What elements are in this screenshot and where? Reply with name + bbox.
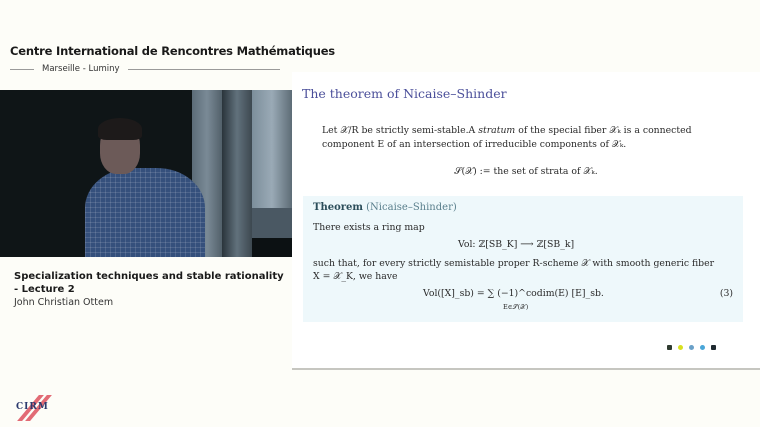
- slide-navigation: [667, 345, 716, 350]
- logo-text: CIRM: [16, 402, 49, 412]
- video-ledge: [252, 208, 292, 238]
- paragraph-text: Let 𝒳/R be strictly semi-stable.A: [322, 125, 479, 136]
- speaker-name: John Christian Ottem: [14, 297, 114, 308]
- strata-definition: 𝒮(𝒳) := the set of strata of 𝒳ₖ.: [454, 166, 598, 177]
- divider: [10, 69, 34, 70]
- nav-info-icon[interactable]: [700, 345, 705, 350]
- theorem-attribution: (Nicaise–Shinder): [366, 202, 457, 213]
- equation-number: (3): [719, 288, 733, 299]
- cirm-logo: [14, 396, 56, 420]
- divider: [128, 69, 280, 70]
- nav-refresh-icon[interactable]: [689, 345, 694, 350]
- slide-paragraph: [322, 124, 742, 152]
- theorem-line: X = 𝒳_K, we have: [313, 271, 398, 282]
- speaker-figure: [85, 168, 205, 257]
- slide-bottom-divider: [292, 368, 760, 370]
- slide-title: The theorem of Nicaise–Shinder: [302, 86, 507, 101]
- nav-mark-icon[interactable]: [678, 345, 683, 350]
- sum-index: E∈𝒮(𝒳): [503, 303, 529, 311]
- header-subtitle-row: [10, 63, 280, 75]
- paragraph-text: of the special fiber 𝒳ₖ is a connected component E of an intersection of irreducible components of 𝒳ₖ.: [322, 125, 692, 150]
- speaker-video[interactable]: [0, 90, 292, 257]
- theorem-formula: Vol([X]_sb) = ∑ (−1)^codim(E) [E]_sb.: [423, 288, 604, 299]
- header-institution: Centre International de Rencontres Mathématiques: [10, 44, 335, 58]
- theorem-line: such that, for every strictly semistable proper R-scheme 𝒳 with smooth generic fiber: [313, 258, 715, 269]
- nav-prev-icon[interactable]: [667, 345, 672, 350]
- theorem-box: [303, 196, 743, 322]
- speaker-hair: [98, 118, 142, 140]
- nav-next-icon[interactable]: [711, 345, 716, 350]
- header-location: Marseille - Luminy: [42, 64, 120, 74]
- paragraph-emphasis: stratum: [478, 125, 516, 136]
- video-pillar: [252, 90, 292, 210]
- theorem-heading: [313, 202, 457, 213]
- theorem-label: Theorem: [313, 202, 363, 213]
- theorem-line: There exists a ring map: [313, 222, 425, 233]
- slide: [292, 72, 760, 368]
- theorem-map: Vol: ℤ[SB_K] ⟶ ℤ[SB_k]: [458, 239, 575, 250]
- video-pillar: [222, 90, 252, 257]
- talk-title: Specialization techniques and stable rationality - Lecture 2: [14, 271, 284, 295]
- video-ledge: [252, 238, 292, 257]
